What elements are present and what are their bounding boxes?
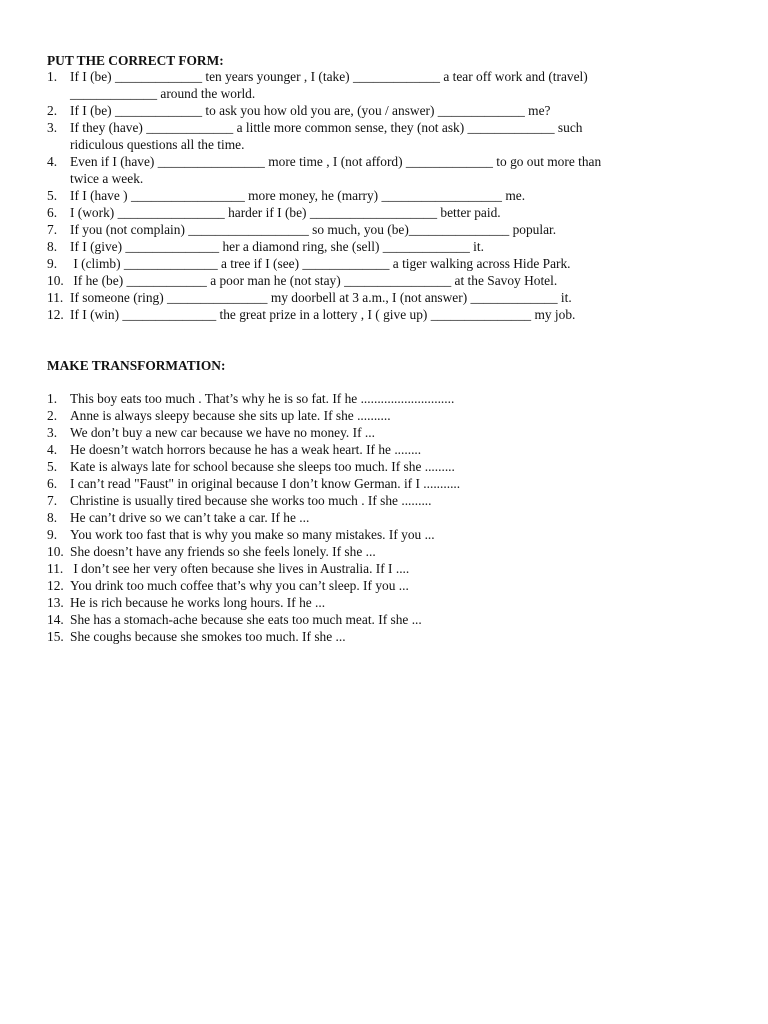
item-text: If I (win) ______________ the great prize in a lottery , I ( give up) _______________ my job. [70,307,576,322]
item-text: If I (have ) _________________ more money, he (marry) __________________ me. [70,188,526,203]
item-text: If he (be) ____________ a poor man he (not stay) ________________ at the Savoy Hotel. [70,273,558,288]
item-number: 5. [47,188,58,203]
item-number: 15. [47,629,64,644]
section-title-transformation: MAKE TRANSFORMATION: [47,358,226,373]
item-number: 9. [47,527,58,542]
item-number: 6. [47,205,58,220]
item-number: 10. [47,544,64,559]
item-text: She coughs because she smokes too much. If she ... [70,629,346,644]
item-text: She doesn’t have any friends so she feels lonely. If she ... [70,544,376,559]
item-text: You drink too much coffee that’s why you can’t sleep. If you ... [70,578,409,593]
item-text: If someone (ring) _______________ my doorbell at 3 a.m., I (not answer) _____________ it. [70,290,572,305]
exercise-item [47,255,727,272]
transformation-item [47,560,727,577]
item-number: 10. [47,273,64,288]
item-text: If I (give) ______________ her a diamond ring, she (sell) _____________ it. [70,239,484,254]
item-text: She has a stomach-ache because she eats too much meat. If she ... [70,612,422,627]
exercise-item [47,221,727,238]
item-text: We don’t buy a new car because we have no money. If ... [70,425,375,440]
transformation-item [47,577,727,594]
exercise-item [47,119,727,153]
item-number: 8. [47,239,58,254]
item-text: He doesn’t watch horrors because he has a weak heart. If he ........ [70,442,422,457]
exercise-item [47,289,727,306]
correct-form-list [47,68,727,323]
transformation-item [47,611,727,628]
item-text: I don’t see her very often because she lives in Australia. If I .... [70,561,410,576]
item-text: This boy eats too much . That’s why he is so fat. If he ............................ [70,391,455,406]
item-text: I (work) ________________ harder if I (be) ___________________ better paid. [70,205,501,220]
item-number: 9. [47,256,58,271]
item-continuation: twice a week. [70,171,144,186]
transformation-item [47,543,727,560]
item-text: Anne is always sleepy because she sits up late. If she .......... [70,408,391,423]
item-text: He is rich because he works long hours. If he ... [70,595,326,610]
item-number: 14. [47,612,64,627]
exercise-item [47,102,727,119]
transformation-item [47,458,727,475]
item-number: 8. [47,510,58,525]
exercise-item [47,153,727,187]
exercise-item [47,272,727,289]
transformation-item [47,390,727,407]
transformation-item [47,424,727,441]
item-text: If I (be) _____________ to ask you how old you are, (you / answer) _____________ me? [70,103,551,118]
item-text: Christine is usually tired because she works too much . If she ......... [70,493,432,508]
item-number: 12. [47,578,64,593]
item-text: Kate is always late for school because she sleeps too much. If she ......... [70,459,455,474]
transformation-item [47,475,727,492]
transformation-item [47,441,727,458]
item-number: 7. [47,222,58,237]
item-number: 11. [47,290,64,305]
item-text: He can’t drive so we can’t take a car. If he ... [70,510,310,525]
item-continuation: _____________ around the world. [70,86,256,101]
transformation-item [47,407,727,424]
item-number: 2. [47,103,58,118]
item-text: I can’t read "Faust" in original because I don’t know German. if I ........... [70,476,461,491]
exercise-item [47,187,727,204]
transformation-list [47,390,727,645]
exercise-item [47,238,727,255]
item-number: 13. [47,595,64,610]
item-number: 3. [47,425,58,440]
item-number: 3. [47,120,58,135]
exercise-item [47,306,727,323]
item-text: If you (not complain) __________________ so much, you (be)_______________ popular. [70,222,557,237]
transformation-item [47,526,727,543]
item-number: 11. [47,561,64,576]
item-number: 6. [47,476,58,491]
item-number: 7. [47,493,58,508]
item-number: 5. [47,459,58,474]
item-text: You work too fast that is why you make so many mistakes. If you ... [70,527,435,542]
item-number: 1. [47,69,58,84]
item-text: If they (have) _____________ a little more common sense, they (not ask) _____________ such [70,120,583,135]
exercise-item [47,68,727,102]
item-number: 12. [47,307,64,322]
transformation-item [47,492,727,509]
item-text: If I (be) _____________ ten years younger , I (take) _____________ a tear off work and (travel) [70,69,588,84]
item-number: 4. [47,154,58,169]
item-number: 1. [47,391,58,406]
section-title-correct-form: PUT THE CORRECT FORM: [47,53,224,68]
transformation-item [47,594,727,611]
exercise-item [47,204,727,221]
item-number: 4. [47,442,58,457]
item-number: 2. [47,408,58,423]
item-text: I (climb) ______________ a tree if I (see) _____________ a tiger walking across Hide Park. [70,256,571,271]
item-text: Even if I (have) ________________ more time , I (not afford) _____________ to go out more than [70,154,602,169]
transformation-item [47,509,727,526]
transformation-item [47,628,727,645]
item-continuation: ridiculous questions all the time. [70,137,245,152]
